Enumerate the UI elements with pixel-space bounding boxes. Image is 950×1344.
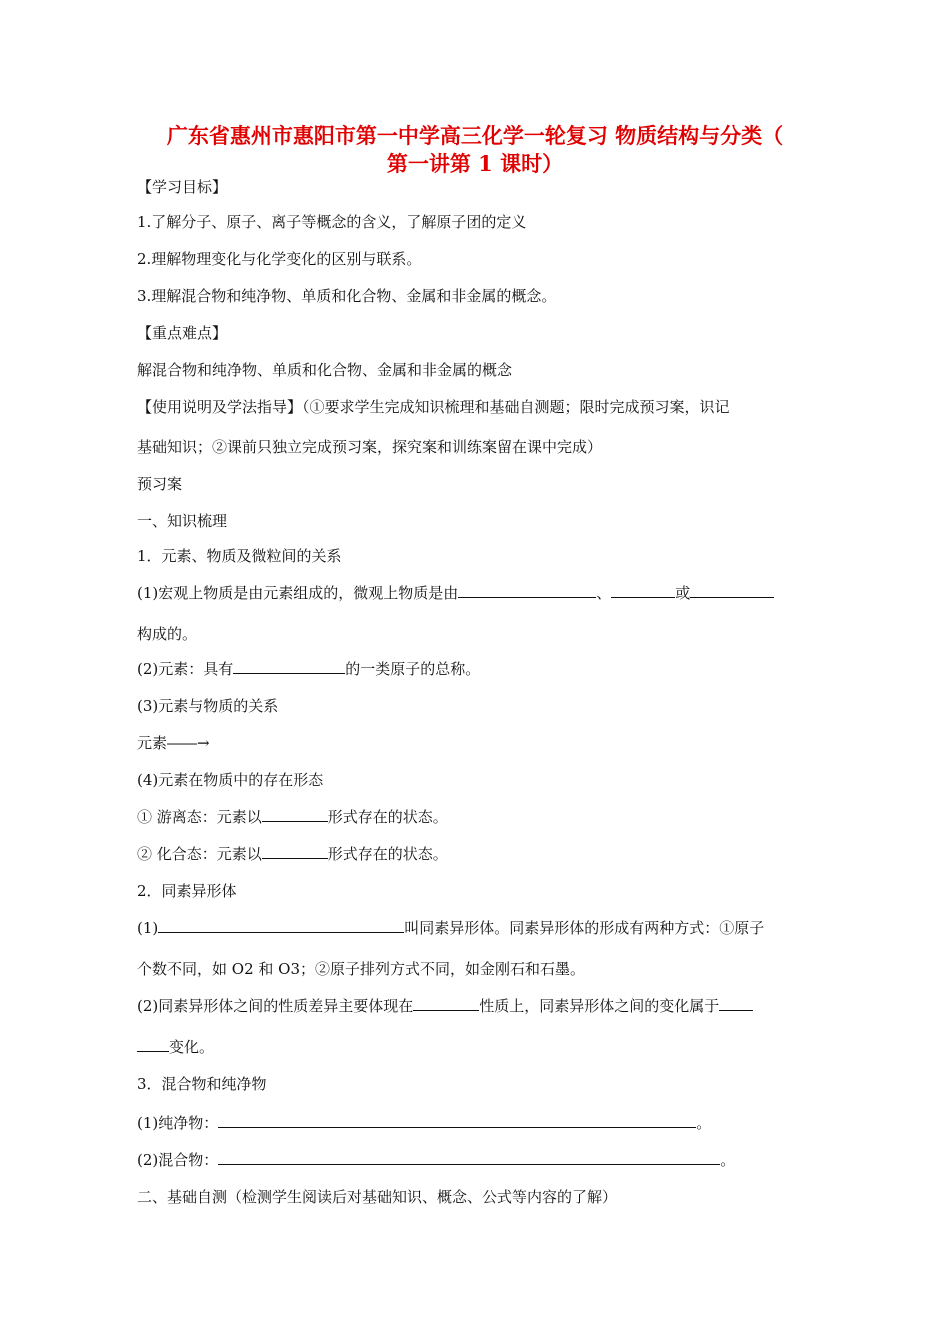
question-2-1 <box>137 918 764 938</box>
question-text: 或 <box>675 584 691 602</box>
question-text: (2)元素：具有 <box>137 660 234 678</box>
question-text: (1)宏观上物质是由元素组成的，微观上物质是由 <box>137 584 459 602</box>
question-1-4: (4)元素在物质中的存在形态 <box>137 771 324 789</box>
question-text: (2)同素异形体之间的性质差异主要体现在 <box>137 997 414 1015</box>
objective-item-2: 2.理解物理变化与化学变化的区别与联系。 <box>137 250 422 268</box>
answer-blank[interactable] <box>719 996 753 1011</box>
document-title-line1: 广东省惠州市惠阳市第一中学高三化学一轮复习 物质结构与分类（ <box>166 123 784 148</box>
key-points-heading: 【重点难点】 <box>137 324 228 342</box>
mixture-line <box>137 1150 735 1170</box>
section1-heading: 一、知识梳理 <box>137 512 228 530</box>
question-text: (1)纯净物： <box>137 1114 219 1132</box>
answer-blank[interactable] <box>611 583 675 598</box>
preview-label: 预习案 <box>137 475 183 493</box>
question-text: ① 游离态：元素以 <box>137 808 262 826</box>
combined-state-line <box>137 844 448 864</box>
question-text: 。 <box>696 1114 712 1132</box>
question-text: 性质上，同素异形体之间的变化属于 <box>479 997 720 1015</box>
answer-blank[interactable] <box>218 1113 696 1128</box>
answer-blank[interactable] <box>262 807 328 822</box>
document-title-line2: 第一讲第 1 课时） <box>386 151 564 176</box>
element-arrow-line: 元素――→ <box>137 734 210 752</box>
question-1-1 <box>137 583 774 603</box>
answer-blank[interactable] <box>458 583 596 598</box>
answer-blank[interactable] <box>137 1037 169 1052</box>
objectives-heading: 【学习目标】 <box>137 178 228 196</box>
question-text: 的一类原子的总称。 <box>345 660 481 678</box>
question-text: (2)混合物： <box>137 1151 219 1169</box>
answer-blank[interactable] <box>158 918 404 933</box>
question-text: 形式存在的状态。 <box>327 808 448 826</box>
section3-sub: 3．混合物和纯净物 <box>137 1075 267 1093</box>
objective-item-3: 3.理解混合物和纯净物、单质和化合物、金属和非金属的概念。 <box>137 287 557 305</box>
question-1-3: (3)元素与物质的关系 <box>137 697 279 715</box>
objective-item-1: 1.了解分子、原子、离子等概念的含义，了解原子团的定义 <box>137 213 527 231</box>
usage-instructions-line2: 基础知识；②课前只独立完成预习案，探究案和训练案留在课中完成） <box>137 438 603 456</box>
free-state-line <box>137 807 448 827</box>
key-points-text: 解混合物和纯净物、单质和化合物、金属和非金属的概念 <box>137 361 513 379</box>
answer-blank[interactable] <box>690 583 774 598</box>
answer-blank[interactable] <box>218 1150 720 1165</box>
pure-substance-line <box>137 1113 711 1133</box>
question-text: (1) <box>137 919 159 937</box>
usage-instructions-line1: 【使用说明及学法指导】（①要求学生完成知识梳理和基础自测题；限时完成预习案，识记 <box>137 398 730 416</box>
question-text: 、 <box>596 584 612 602</box>
question-text: 变化。 <box>169 1038 215 1056</box>
question-2-2 <box>137 996 753 1016</box>
question-text: ② 化合态：元素以 <box>137 845 262 863</box>
section2-sub: 2．同素异形体 <box>137 882 237 900</box>
answer-blank[interactable] <box>262 844 328 859</box>
question-text: 形式存在的状态。 <box>327 845 448 863</box>
question-1-2 <box>137 659 480 679</box>
question-text: 。 <box>720 1151 736 1169</box>
question-2-2-line2 <box>137 1037 214 1057</box>
question-text: 叫同素异形体。同素异形体的形成有两种方式：①原子 <box>404 919 765 937</box>
section1-sub1: 1．元素、物质及微粒间的关系 <box>137 547 342 565</box>
section4-heading: 二、基础自测（检测学生阅读后对基础知识、概念、公式等内容的了解） <box>137 1188 618 1206</box>
answer-blank[interactable] <box>233 659 345 674</box>
answer-blank[interactable] <box>413 996 479 1011</box>
question-1-1-end: 构成的。 <box>137 625 198 643</box>
question-2-1-line2: 个数不同，如 O2 和 O3；②原子排列方式不同，如金刚石和石墨。 <box>137 960 585 978</box>
